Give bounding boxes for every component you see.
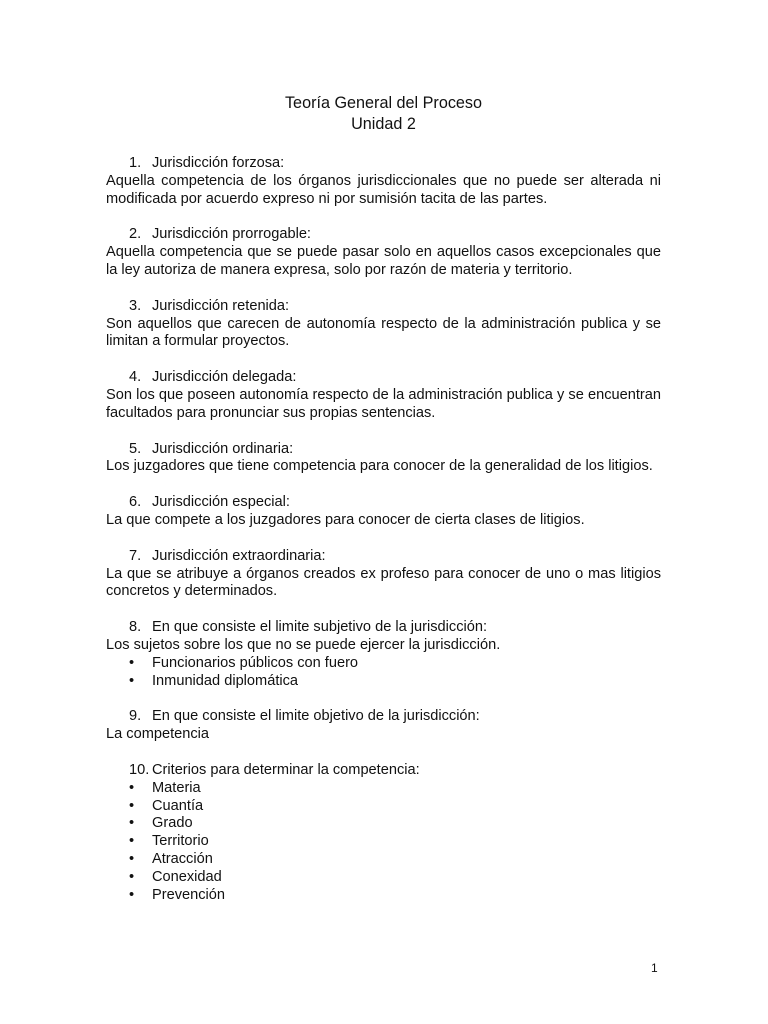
item-heading: [106, 155, 661, 173]
bullet-item: [106, 869, 661, 887]
item-definition: Son los que poseen autonomía respecto de la administración publica y se encuentran facultados para pronunciar sus propias sentencias.: [106, 386, 661, 421]
item-number: 9.: [129, 708, 142, 725]
bullet-text: Cuantía: [152, 797, 204, 814]
bullet-icon: •: [129, 672, 135, 689]
item-label: Jurisdicción retenida:: [152, 297, 290, 314]
list-item: [106, 369, 661, 422]
bullet-text: Materia: [152, 779, 201, 796]
bullet-list: [106, 780, 661, 905]
item-label: Jurisdicción especial:: [152, 494, 290, 511]
item-label: Jurisdicción forzosa:: [152, 155, 285, 171]
list-item: [106, 619, 661, 690]
item-number: 8.: [129, 619, 142, 636]
list-item: [106, 708, 661, 744]
item-number: 5.: [129, 440, 142, 457]
document-body: [106, 93, 661, 904]
bullet-icon: •: [129, 815, 135, 832]
item-definition: La competencia: [106, 726, 210, 743]
bullet-text: Atracción: [152, 850, 213, 867]
bullet-text: Inmunidad diplomática: [152, 672, 299, 689]
item-definition: La que se atribuye a órganos creados ex profeso para conocer de uno o mas litigios concretos y determinados.: [106, 565, 661, 600]
list-item: [106, 548, 661, 601]
bullet-item: [106, 798, 661, 816]
item-definition: Aquella competencia que se puede pasar solo en aquellos casos excepcionales que la ley autoriza de manera expresa, solo por razón de materia y territorio.: [106, 244, 661, 278]
list-item: [106, 762, 661, 904]
bullet-icon: •: [129, 886, 135, 903]
item-number: 2.: [129, 226, 142, 243]
bullet-icon: •: [129, 797, 135, 814]
bullet-icon: •: [129, 868, 135, 885]
list-item: [106, 494, 661, 530]
item-heading: [106, 708, 661, 726]
document-title: [106, 93, 661, 135]
item-number: 3.: [129, 297, 142, 314]
bullet-item: [106, 851, 661, 869]
list-item: [106, 441, 661, 477]
item-heading: [106, 226, 661, 244]
list-item: [106, 226, 661, 279]
item-heading: [106, 494, 661, 512]
list-item: [106, 155, 661, 208]
bullet-icon: •: [129, 654, 135, 671]
item-heading: [106, 441, 661, 459]
item-label: Jurisdicción delegada:: [152, 369, 297, 386]
item-heading: [106, 762, 661, 780]
bullet-icon: •: [129, 833, 135, 850]
item-label: En que consiste el limite objetivo de la jurisdicción:: [152, 708, 480, 725]
bullet-item: [106, 833, 661, 851]
bullet-text: Conexidad: [152, 868, 222, 885]
bullet-item: [106, 780, 661, 798]
item-number: 1.: [129, 155, 142, 171]
list-item: [106, 298, 661, 351]
bullet-item: [106, 655, 661, 673]
item-number: 6.: [129, 494, 142, 511]
item-number: 10.: [129, 761, 150, 778]
title-line-2: Unidad 2: [351, 115, 416, 133]
item-heading: [106, 298, 661, 316]
item-heading: [106, 619, 661, 637]
page-number: 1: [651, 961, 658, 975]
item-number: 7.: [129, 547, 142, 564]
bullet-item: [106, 673, 661, 691]
item-definition: La que compete a los juzgadores para conocer de cierta clases de litigios.: [106, 511, 585, 528]
item-number: 4.: [129, 369, 142, 386]
item-definition: Aquella competencia de los órganos jurisdiccionales que no puede ser alterada ni modificada por acuerdo expreso ni por sumisión tacita de las partes.: [106, 172, 661, 207]
item-definition: Los juzgadores que tiene competencia para conocer de la generalidad de los litigios.: [106, 458, 653, 475]
bullet-text: Funcionarios públicos con fuero: [152, 654, 359, 671]
item-label: Jurisdicción prorrogable:: [152, 226, 311, 243]
bullet-text: Prevención: [152, 886, 226, 903]
numbered-list: [106, 155, 661, 904]
item-label: Jurisdicción ordinaria:: [152, 440, 294, 457]
bullet-list: [106, 655, 661, 691]
title-line-1: Teoría General del Proceso: [284, 94, 483, 112]
bullet-text: Territorio: [152, 833, 209, 850]
bullet-item: [106, 815, 661, 833]
item-heading: [106, 548, 661, 566]
item-label: Criterios para determinar la competencia:: [152, 761, 420, 778]
item-definition: Los sujetos sobre los que no se puede ejercer la jurisdicción.: [106, 636, 501, 653]
item-label: En que consiste el limite subjetivo de la jurisdicción:: [152, 619, 488, 636]
bullet-item: [106, 887, 661, 905]
item-label: Jurisdicción extraordinaria:: [152, 547, 326, 564]
bullet-icon: •: [129, 779, 135, 796]
item-definition: Son aquellos que carecen de autonomía respecto de la administración publica y se limitan a formular proyectos.: [106, 315, 661, 350]
item-heading: [106, 369, 661, 387]
bullet-icon: •: [129, 850, 135, 867]
bullet-text: Grado: [152, 815, 193, 832]
